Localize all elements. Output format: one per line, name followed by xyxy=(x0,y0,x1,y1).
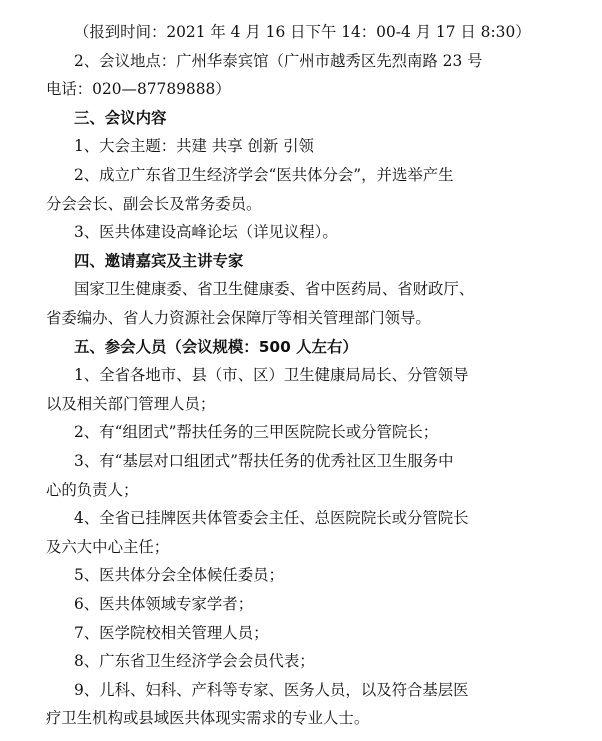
guests-line-1: 国家卫生健康委、省卫生健康委、省中医药局、省财政厅、 xyxy=(74,280,475,299)
attendee-item-7: 7、医学院校相关管理人员； xyxy=(74,623,269,642)
content-item-3: 3、医共体建设高峰论坛（详见议程）。 xyxy=(74,223,338,242)
attendee-item-1: 1、全省各地市、县（市、区）卫生健康局局长、分管领导 xyxy=(74,366,469,385)
content-item-1: 1、大会主题：共建 共享 创新 引领 xyxy=(74,137,314,156)
attendee-item-3: 3、有“基层对口组团式”帮扶任务的优秀社区卫生服务中 xyxy=(74,452,454,470)
attendee-item-4-continued: 及六大中心主任； xyxy=(46,537,170,556)
registration-time-line: （报到时间：2021 年 4 月 16 日下午 14：00-4 月 17 日 8:30） xyxy=(74,23,531,41)
section-heading-guests: 四、邀请嘉宾及主讲专家 xyxy=(74,251,244,270)
attendee-item-8: 8、广东省卫生经济学会会员代表； xyxy=(74,652,315,671)
attendee-item-4: 4、全省已挂牌医共体管委会主任、总医院院长或分管院长 xyxy=(74,509,469,528)
section-heading-meeting-content: 三、会议内容 xyxy=(74,108,167,127)
attendee-item-3-continued: 心的负责人； xyxy=(46,480,139,499)
content-item-2-continued: 分会会长、副会长及常务委员。 xyxy=(46,194,262,213)
attendee-item-9-continued: 疗卫生机构或县域医共体现实需求的专业人士。 xyxy=(46,709,370,728)
attendee-item-2: 2、有“组团式”帮扶任务的三甲医院院长或分管院长； xyxy=(74,423,439,442)
content-item-2: 2、成立广东省卫生经济学会“医共体分会”，并选举产生 xyxy=(74,166,454,184)
venue-line: 2、会议地点：广州华泰宾馆（广州市越秀区先烈南路 23 号 xyxy=(74,51,483,70)
guests-line-2: 省委编办、省人力资源社会保障厅等相关管理部门领导。 xyxy=(46,309,431,327)
attendee-item-6: 6、医共体领域专家学者； xyxy=(74,595,254,613)
venue-phone-line: 电话：020—87789888） xyxy=(46,80,231,99)
attendee-item-9: 9、儿科、妇科、产科等专家、医务人员，以及符合基层医 xyxy=(74,680,469,699)
attendee-item-5: 5、医共体分会全体候任委员； xyxy=(74,566,284,585)
attendee-item-1-continued: 以及相关部门管理人员； xyxy=(46,394,216,413)
section-heading-attendees: 五、参会人员（会议规模：500 人左右） xyxy=(74,337,358,356)
